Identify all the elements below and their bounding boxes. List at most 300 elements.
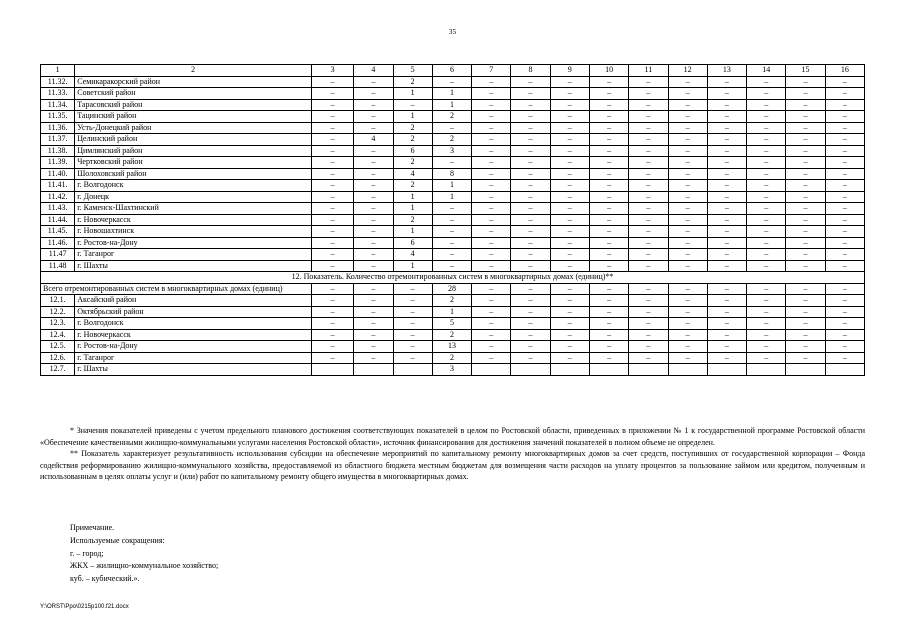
table-row xyxy=(41,111,865,123)
table-row xyxy=(41,341,865,353)
value-cell: – xyxy=(550,111,589,123)
value-cell: – xyxy=(629,191,668,203)
value-cell: – xyxy=(747,191,786,203)
value-cell: 2 xyxy=(393,122,432,134)
value-cell: – xyxy=(511,145,550,157)
header-cell: 11 xyxy=(629,65,668,77)
indicators-table xyxy=(40,64,865,376)
value-cell: – xyxy=(786,214,825,226)
value-cell: – xyxy=(668,306,707,318)
value-cell: – xyxy=(707,295,746,307)
footnote-1: * Значения показателей приведены с учетом предельного планового достижения соответствующих показателей в целом по Ростовской области, приведенных в приложении № 1 к государственной программе Ростовской области «Обеспечение качественными жилищно-коммунальными услугами населения Ростовской области», источник финансирования для достижения значений показателей в полном объеме не определен. xyxy=(40,426,865,447)
value-cell: – xyxy=(786,249,825,261)
remark-intro: Используемые сокращения: xyxy=(70,535,165,545)
value-cell: – xyxy=(550,203,589,215)
value-cell: – xyxy=(511,214,550,226)
value-cell: – xyxy=(825,191,864,203)
value-cell: – xyxy=(311,295,353,307)
value-cell xyxy=(629,364,668,376)
value-cell: – xyxy=(786,283,825,295)
value-cell: – xyxy=(354,76,393,88)
value-cell: – xyxy=(432,260,471,272)
value-cell: – xyxy=(550,99,589,111)
value-cell: – xyxy=(668,260,707,272)
value-cell: – xyxy=(747,318,786,330)
value-cell: – xyxy=(825,283,864,295)
value-cell: – xyxy=(629,226,668,238)
value-cell: – xyxy=(432,122,471,134)
row-number: 11.33. xyxy=(41,88,75,100)
value-cell: – xyxy=(629,134,668,146)
row-name: Тарасовский район xyxy=(75,99,312,111)
value-cell: – xyxy=(707,168,746,180)
remark-block xyxy=(70,522,218,586)
value-cell xyxy=(786,364,825,376)
value-cell: – xyxy=(511,226,550,238)
table-row xyxy=(41,203,865,215)
value-cell: – xyxy=(311,180,353,192)
value-cell: – xyxy=(550,145,589,157)
remark-title: Примечание. xyxy=(70,523,115,532)
value-cell: – xyxy=(786,306,825,318)
value-cell: – xyxy=(472,191,511,203)
value-cell: – xyxy=(511,329,550,341)
header-cell: 14 xyxy=(747,65,786,77)
row-number: 11.41. xyxy=(41,180,75,192)
value-cell xyxy=(511,364,550,376)
value-cell: – xyxy=(589,237,628,249)
value-cell: – xyxy=(629,329,668,341)
value-cell: – xyxy=(668,295,707,307)
value-cell: – xyxy=(707,237,746,249)
value-cell: – xyxy=(354,191,393,203)
value-cell: – xyxy=(311,249,353,261)
value-cell: – xyxy=(550,76,589,88)
value-cell: 6 xyxy=(393,237,432,249)
value-cell: – xyxy=(707,306,746,318)
value-cell: – xyxy=(668,226,707,238)
value-cell: – xyxy=(589,180,628,192)
footnote-2: ** Показатель характеризует результативность использования субсидии на обеспечение мероприятий по капитальному ремонту многоквартирных домов за счет средств, поступивших от государственной корпорации – Фонда содействия реформированию жилищно-коммунального хозяйства, предоставляемой из областного бюджета местным бюджетам для возмещения части расходов на уплату процентов за пользование займом или кредитом, полученным и использованным в целях оплаты услуг и (или) работ по капитальному ремонту общего имущества в многоквартирных домах. xyxy=(40,449,865,482)
value-cell: – xyxy=(311,203,353,215)
value-cell: – xyxy=(311,306,353,318)
value-cell: 1 xyxy=(393,226,432,238)
value-cell: – xyxy=(747,341,786,353)
value-cell: – xyxy=(511,122,550,134)
row-number: 11.40. xyxy=(41,168,75,180)
row-number: 12.5. xyxy=(41,341,75,353)
value-cell: – xyxy=(354,352,393,364)
value-cell: 2 xyxy=(432,111,471,123)
value-cell: – xyxy=(511,99,550,111)
value-cell: – xyxy=(511,134,550,146)
section-row xyxy=(41,272,865,284)
value-cell: 1 xyxy=(393,191,432,203)
value-cell: – xyxy=(825,157,864,169)
row-name: г. Ростов-на-Дону xyxy=(75,237,312,249)
value-cell xyxy=(393,364,432,376)
row-name: г. Каменск-Шахтинский xyxy=(75,203,312,215)
value-cell: – xyxy=(511,157,550,169)
value-cell: – xyxy=(786,352,825,364)
value-cell: – xyxy=(589,249,628,261)
row-name: г. Таганрог xyxy=(75,352,312,364)
table-row xyxy=(41,134,865,146)
value-cell: – xyxy=(393,295,432,307)
value-cell: – xyxy=(707,318,746,330)
value-cell: – xyxy=(550,157,589,169)
value-cell: – xyxy=(747,122,786,134)
value-cell: – xyxy=(472,76,511,88)
value-cell: – xyxy=(354,214,393,226)
value-cell: – xyxy=(629,76,668,88)
value-cell: – xyxy=(393,99,432,111)
value-cell xyxy=(707,364,746,376)
value-cell: – xyxy=(707,157,746,169)
value-cell: – xyxy=(825,249,864,261)
value-cell: – xyxy=(432,157,471,169)
value-cell: – xyxy=(354,249,393,261)
value-cell: – xyxy=(668,329,707,341)
value-cell: – xyxy=(629,145,668,157)
value-cell: – xyxy=(707,352,746,364)
value-cell: – xyxy=(311,111,353,123)
value-cell: – xyxy=(311,145,353,157)
value-cell: – xyxy=(550,134,589,146)
value-cell: – xyxy=(432,203,471,215)
value-cell: – xyxy=(511,306,550,318)
row-number: 11.44. xyxy=(41,214,75,226)
value-cell: – xyxy=(668,111,707,123)
value-cell: – xyxy=(786,203,825,215)
value-cell xyxy=(668,364,707,376)
value-cell: – xyxy=(511,283,550,295)
value-cell: – xyxy=(589,283,628,295)
value-cell: – xyxy=(354,341,393,353)
value-cell: – xyxy=(393,341,432,353)
value-cell: – xyxy=(747,180,786,192)
value-cell: – xyxy=(786,226,825,238)
value-cell: – xyxy=(311,341,353,353)
value-cell: – xyxy=(472,260,511,272)
value-cell: – xyxy=(825,111,864,123)
row-name: Усть-Донецкий район xyxy=(75,122,312,134)
value-cell: – xyxy=(511,88,550,100)
value-cell: – xyxy=(747,76,786,88)
table-row xyxy=(41,88,865,100)
value-cell: – xyxy=(786,168,825,180)
value-cell: – xyxy=(311,283,353,295)
value-cell: – xyxy=(786,111,825,123)
value-cell: 28 xyxy=(432,283,471,295)
value-cell: – xyxy=(747,226,786,238)
header-cell: 2 xyxy=(75,65,312,77)
value-cell: – xyxy=(786,145,825,157)
value-cell: – xyxy=(825,145,864,157)
value-cell: – xyxy=(825,260,864,272)
value-cell: – xyxy=(511,76,550,88)
value-cell: – xyxy=(629,111,668,123)
value-cell xyxy=(550,364,589,376)
value-cell: – xyxy=(550,168,589,180)
value-cell: – xyxy=(311,214,353,226)
value-cell: – xyxy=(311,88,353,100)
value-cell: – xyxy=(825,88,864,100)
value-cell: – xyxy=(550,295,589,307)
footnotes xyxy=(40,425,865,483)
value-cell: – xyxy=(550,180,589,192)
value-cell: 4 xyxy=(393,168,432,180)
header-cell: 13 xyxy=(707,65,746,77)
value-cell: 2 xyxy=(432,134,471,146)
value-cell: – xyxy=(589,203,628,215)
value-cell: – xyxy=(550,88,589,100)
value-cell: 1 xyxy=(432,180,471,192)
value-cell: – xyxy=(747,214,786,226)
value-cell: – xyxy=(786,191,825,203)
value-cell: – xyxy=(472,145,511,157)
row-name: г. Новошахтинск xyxy=(75,226,312,238)
value-cell: – xyxy=(668,237,707,249)
value-cell: – xyxy=(472,203,511,215)
row-name: г. Новочеркасск xyxy=(75,329,312,341)
remark-item: г. – город; xyxy=(70,548,104,558)
value-cell: – xyxy=(707,203,746,215)
value-cell: – xyxy=(707,180,746,192)
value-cell: – xyxy=(393,306,432,318)
value-cell: – xyxy=(511,318,550,330)
value-cell: – xyxy=(668,203,707,215)
row-name: г. Шахты xyxy=(75,364,312,376)
value-cell: – xyxy=(432,226,471,238)
value-cell: 1 xyxy=(393,203,432,215)
value-cell: – xyxy=(354,111,393,123)
value-cell: – xyxy=(511,111,550,123)
row-number: 11.37. xyxy=(41,134,75,146)
section-title: 12. Показатель. Количество отремонтированных систем в многоквартирных домах (единиц)** xyxy=(41,272,865,284)
value-cell: – xyxy=(668,168,707,180)
value-cell: – xyxy=(707,260,746,272)
table-row xyxy=(41,364,865,376)
value-cell: – xyxy=(550,318,589,330)
value-cell: – xyxy=(825,99,864,111)
value-cell: – xyxy=(747,88,786,100)
value-cell: – xyxy=(825,226,864,238)
value-cell: 3 xyxy=(432,145,471,157)
row-number: 11.36. xyxy=(41,122,75,134)
value-cell: – xyxy=(825,134,864,146)
row-number: 11.48 xyxy=(41,260,75,272)
row-number: 11.43. xyxy=(41,203,75,215)
table-row xyxy=(41,318,865,330)
value-cell: – xyxy=(393,329,432,341)
value-cell: – xyxy=(629,88,668,100)
row-name: г. Волгодонск xyxy=(75,180,312,192)
value-cell: – xyxy=(629,341,668,353)
value-cell: – xyxy=(747,237,786,249)
value-cell: – xyxy=(550,341,589,353)
value-cell: – xyxy=(825,295,864,307)
value-cell: – xyxy=(354,260,393,272)
row-number: 11.42. xyxy=(41,191,75,203)
value-cell: – xyxy=(589,122,628,134)
value-cell: – xyxy=(707,99,746,111)
value-cell: – xyxy=(786,76,825,88)
value-cell: – xyxy=(311,168,353,180)
value-cell: 1 xyxy=(432,99,471,111)
value-cell: – xyxy=(393,318,432,330)
value-cell: – xyxy=(354,226,393,238)
value-cell: – xyxy=(311,99,353,111)
row-name: г. Шахты xyxy=(75,260,312,272)
table-row xyxy=(41,260,865,272)
value-cell xyxy=(354,364,393,376)
value-cell: – xyxy=(747,352,786,364)
value-cell: – xyxy=(707,191,746,203)
value-cell: – xyxy=(668,76,707,88)
row-name: Цимлянский район xyxy=(75,145,312,157)
value-cell: – xyxy=(629,122,668,134)
value-cell: – xyxy=(629,203,668,215)
value-cell: – xyxy=(707,111,746,123)
value-cell: 2 xyxy=(393,214,432,226)
value-cell: – xyxy=(786,88,825,100)
value-cell: – xyxy=(668,318,707,330)
value-cell: – xyxy=(629,99,668,111)
row-name: Аксайский район xyxy=(75,295,312,307)
value-cell: – xyxy=(786,329,825,341)
row-name: г. Донецк xyxy=(75,191,312,203)
value-cell: 8 xyxy=(432,168,471,180)
value-cell: – xyxy=(747,249,786,261)
row-name: г. Новочеркасск xyxy=(75,214,312,226)
value-cell: – xyxy=(550,226,589,238)
value-cell: – xyxy=(707,283,746,295)
value-cell: – xyxy=(511,180,550,192)
value-cell: – xyxy=(629,352,668,364)
row-number: 11.35. xyxy=(41,111,75,123)
value-cell: – xyxy=(472,306,511,318)
value-cell: – xyxy=(354,122,393,134)
value-cell: 1 xyxy=(432,88,471,100)
row-number: 11.46. xyxy=(41,237,75,249)
value-cell: – xyxy=(511,341,550,353)
value-cell: – xyxy=(354,180,393,192)
row-number: 11.47 xyxy=(41,249,75,261)
header-cell: 5 xyxy=(393,65,432,77)
value-cell: – xyxy=(825,318,864,330)
value-cell: – xyxy=(668,145,707,157)
row-number: 12.3. xyxy=(41,318,75,330)
header-cell: 3 xyxy=(311,65,353,77)
table-row xyxy=(41,145,865,157)
table-row xyxy=(41,306,865,318)
row-number: 11.34. xyxy=(41,99,75,111)
value-cell: – xyxy=(825,122,864,134)
value-cell: – xyxy=(311,352,353,364)
value-cell: 1 xyxy=(432,191,471,203)
value-cell: 1 xyxy=(393,111,432,123)
value-cell: – xyxy=(393,352,432,364)
value-cell: – xyxy=(589,191,628,203)
value-cell: – xyxy=(825,203,864,215)
value-cell: – xyxy=(747,283,786,295)
value-cell: – xyxy=(629,168,668,180)
row-name: Октябрьский район xyxy=(75,306,312,318)
value-cell: – xyxy=(668,352,707,364)
value-cell: – xyxy=(589,88,628,100)
value-cell: – xyxy=(550,329,589,341)
row-number: 12.4. xyxy=(41,329,75,341)
value-cell: – xyxy=(747,329,786,341)
value-cell: – xyxy=(747,99,786,111)
value-cell: – xyxy=(747,306,786,318)
value-cell: – xyxy=(825,341,864,353)
row-number: 12.7. xyxy=(41,364,75,376)
value-cell: – xyxy=(589,295,628,307)
value-cell: – xyxy=(668,134,707,146)
value-cell: – xyxy=(786,260,825,272)
value-cell: – xyxy=(472,341,511,353)
row-name: Шолоховский район xyxy=(75,168,312,180)
row-name: Целинский район xyxy=(75,134,312,146)
value-cell xyxy=(472,364,511,376)
table-row xyxy=(41,226,865,238)
table-row xyxy=(41,329,865,341)
value-cell: – xyxy=(825,168,864,180)
value-cell: – xyxy=(629,180,668,192)
table-header-row xyxy=(41,65,865,77)
value-cell: – xyxy=(511,260,550,272)
header-cell: 12 xyxy=(668,65,707,77)
total-label: Всего отремонтированных систем в многоквартирных домах (единиц) xyxy=(41,283,312,295)
value-cell: – xyxy=(472,180,511,192)
value-cell: – xyxy=(668,88,707,100)
value-cell: – xyxy=(311,76,353,88)
header-cell: 4 xyxy=(354,65,393,77)
value-cell: – xyxy=(589,168,628,180)
value-cell: – xyxy=(354,283,393,295)
value-cell: 6 xyxy=(393,145,432,157)
value-cell: – xyxy=(747,145,786,157)
value-cell: – xyxy=(589,134,628,146)
value-cell: – xyxy=(786,318,825,330)
value-cell: – xyxy=(311,134,353,146)
value-cell: – xyxy=(747,295,786,307)
value-cell: – xyxy=(311,191,353,203)
value-cell: – xyxy=(354,203,393,215)
table-row xyxy=(41,352,865,364)
value-cell: – xyxy=(707,329,746,341)
value-cell: – xyxy=(825,76,864,88)
value-cell: – xyxy=(629,295,668,307)
value-cell: – xyxy=(432,76,471,88)
table-row xyxy=(41,157,865,169)
table-row xyxy=(41,295,865,307)
value-cell: – xyxy=(668,180,707,192)
table-row xyxy=(41,168,865,180)
value-cell: – xyxy=(825,306,864,318)
remark-item: куб. – кубический.». xyxy=(70,574,140,584)
row-name: Семикаракорский район xyxy=(75,76,312,88)
value-cell: 1 xyxy=(432,306,471,318)
value-cell: – xyxy=(707,214,746,226)
value-cell: – xyxy=(511,168,550,180)
value-cell: – xyxy=(825,352,864,364)
value-cell: 2 xyxy=(393,180,432,192)
value-cell: – xyxy=(747,260,786,272)
header-cell: 16 xyxy=(825,65,864,77)
